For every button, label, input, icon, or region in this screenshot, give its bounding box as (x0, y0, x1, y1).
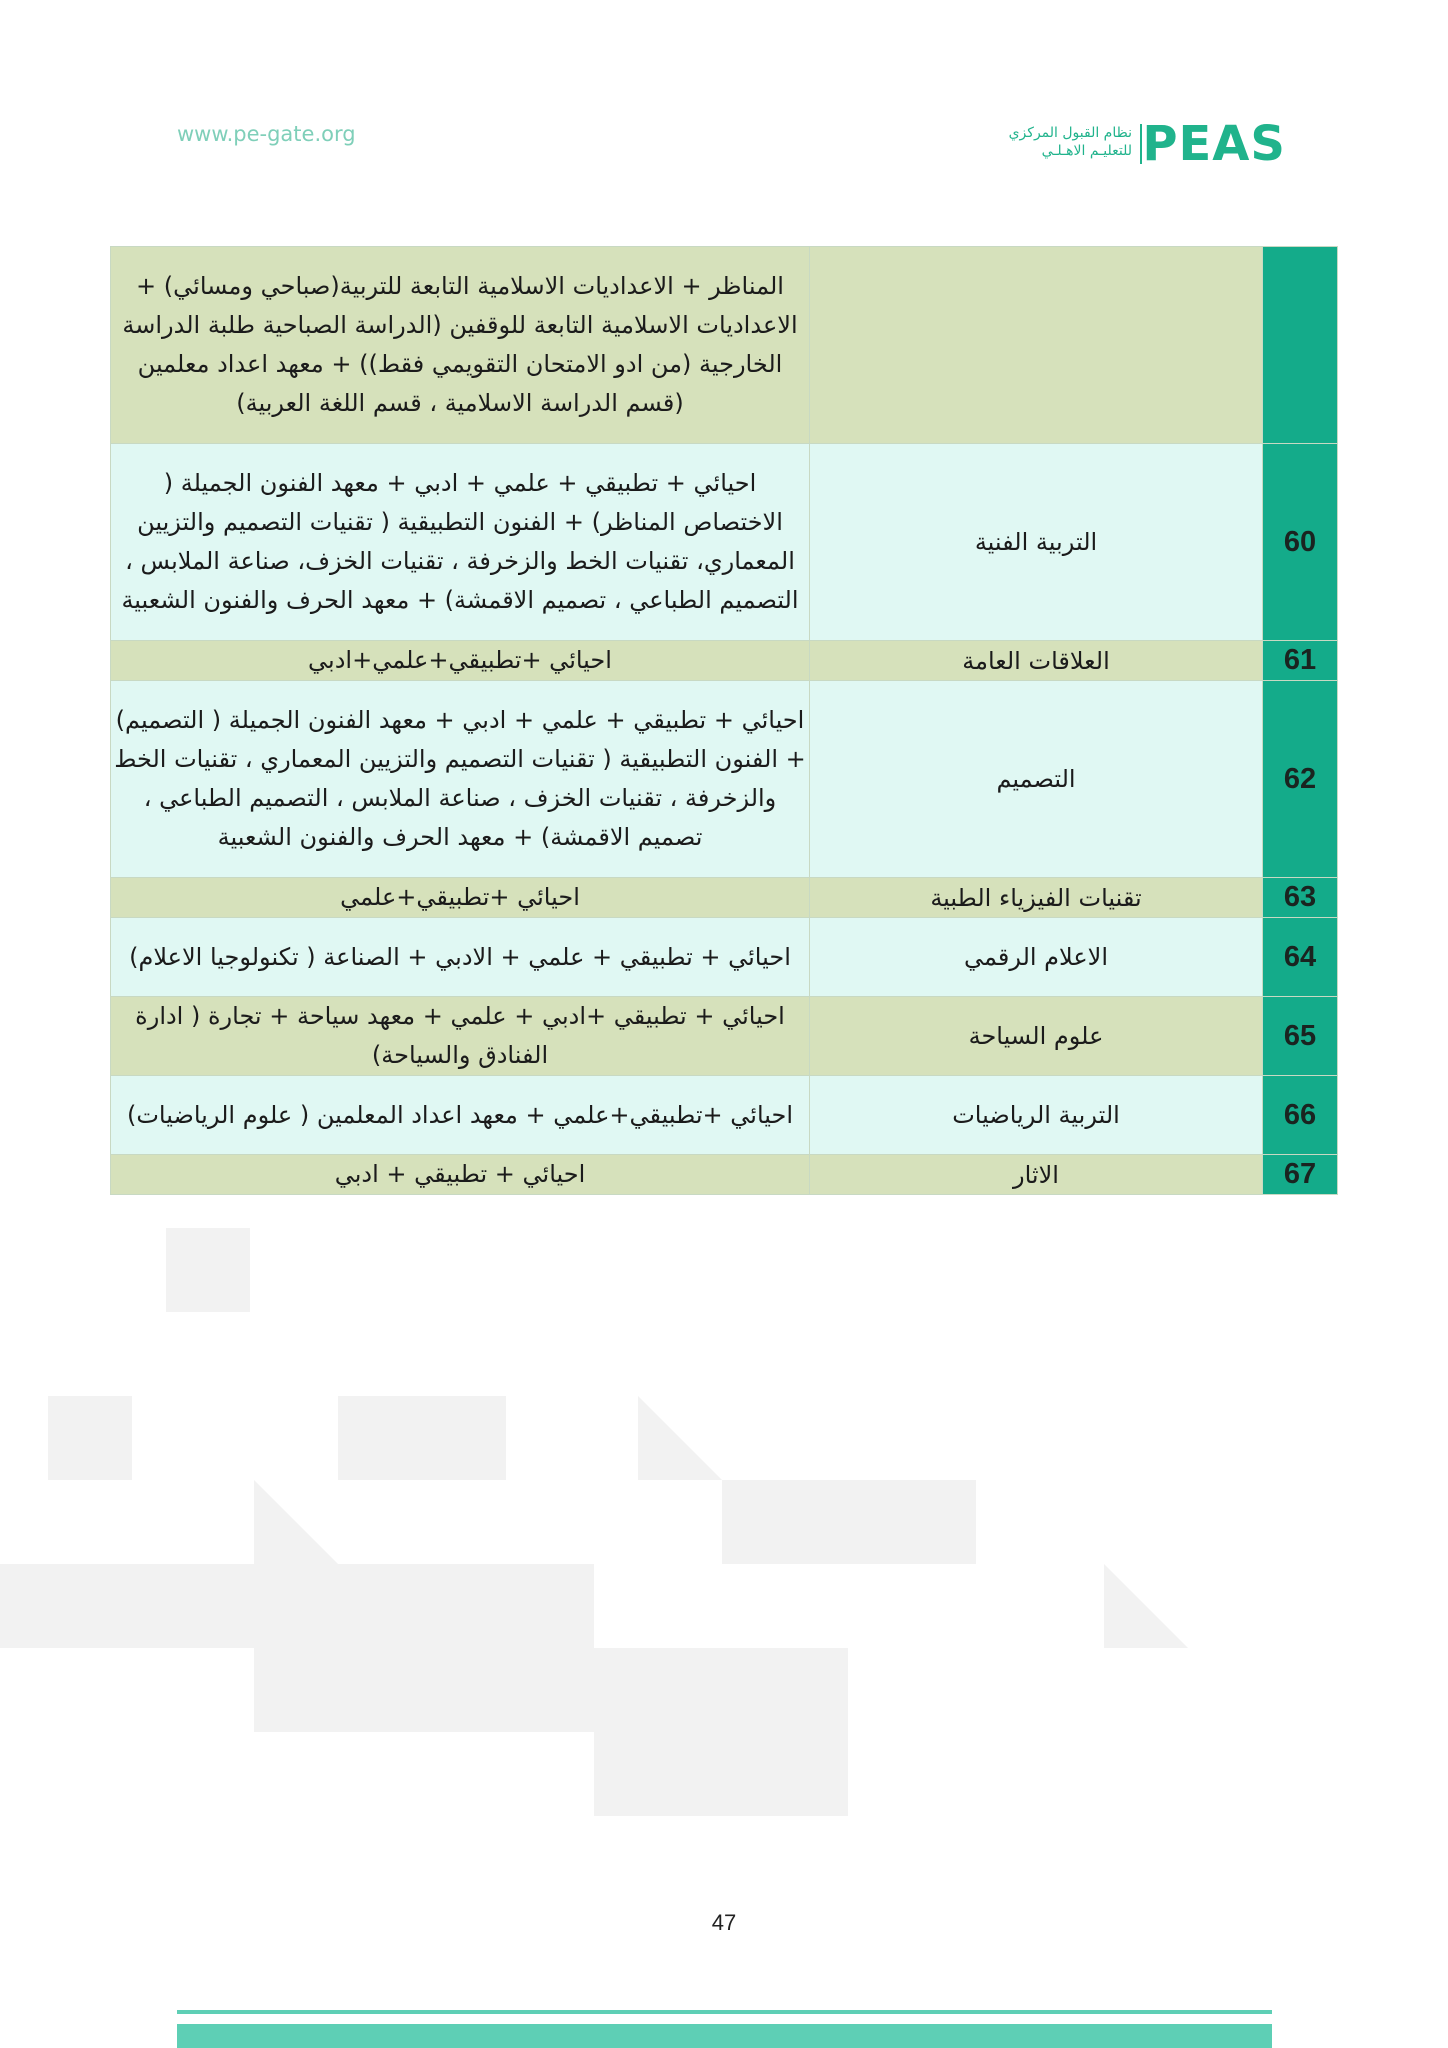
row-number: 65 (1263, 997, 1338, 1076)
table-row (111, 444, 1338, 641)
admission-requirements: احيائي +تطبيقي+علمي (111, 878, 810, 918)
department-name: التربية الفنية (810, 444, 1263, 641)
admission-requirements: احيائي + تطبيقي + ادبي (111, 1155, 810, 1195)
table-row (111, 997, 1338, 1076)
table-row (111, 1076, 1338, 1155)
row-number: 61 (1263, 641, 1338, 681)
peas-logo (986, 118, 1286, 170)
row-number: 64 (1263, 918, 1338, 997)
admission-requirements: المناظر + الاعداديات الاسلامية التابعة للتربية(صباحي ومسائي) + الاعداديات الاسلامية التابعة للوقفين (الدراسة الصباحية طلبة الدراسة الخارجية (من ادو الامتحان التقويمي فقط)) + معهد اعداد معلمين (قسم الدراسة الاسلامية ، قسم اللغة العربية) (111, 247, 810, 444)
page-number: 47 (711, 1910, 737, 1935)
table-row (111, 878, 1338, 918)
admission-requirements: احيائي +تطبيقي+علمي + معهد اعداد المعلمين ( علوم الرياضيات) (111, 1076, 810, 1155)
logo-arabic-text (986, 124, 1132, 160)
department-name: التصميم (810, 681, 1263, 878)
department-name: الاعلام الرقمي (810, 918, 1263, 997)
row-number: 62 (1263, 681, 1338, 878)
department-name: تقنيات الفيزياء الطبية (810, 878, 1263, 918)
table-row (111, 1155, 1338, 1195)
logo-arabic-line2: للتعليـم الاهـلـي (1041, 143, 1132, 159)
table-row (111, 918, 1338, 997)
admission-requirements: احيائي + تطبيقي + علمي + ادبي + معهد الفنون الجميلة ( التصميم) + الفنون التطبيقية ( تقنيات التصميم والتزيين المعماري ، تقنيات الخط والزخرفة ، تقنيات الخزف ، صناعة الملابس ، التصميم الطباعي ، تصميم الاقمشة) + معهد الحرف والفنون الشعبية (111, 681, 810, 878)
department-name: علوم السياحة (810, 997, 1263, 1076)
row-number (1263, 247, 1338, 444)
page-header (0, 0, 1448, 200)
department-name: العلاقات العامة (810, 641, 1263, 681)
row-number: 63 (1263, 878, 1338, 918)
decorative-background-pattern (0, 1220, 1448, 1820)
table-row (111, 247, 1338, 444)
footer-bar (177, 2024, 1272, 2048)
specialties-table (110, 246, 1338, 1195)
department-name: التربية الرياضيات (810, 1076, 1263, 1155)
logo-wordmark: PEAS (1142, 116, 1286, 172)
table-row (111, 681, 1338, 878)
admission-requirements: احيائي + تطبيقي +ادبي + علمي + معهد سياحة + تجارة ( ادارة الفنادق والسياحة) (111, 997, 810, 1076)
department-name: الاثار (810, 1155, 1263, 1195)
row-number: 66 (1263, 1076, 1338, 1155)
row-number: 60 (1263, 444, 1338, 641)
admission-requirements: احيائي + تطبيقي + علمي + الادبي + الصناعة ( تكنولوجيا الاعلام) (111, 918, 810, 997)
site-url[interactable]: www.pe-gate.org (177, 122, 356, 146)
admission-requirements: احيائي + تطبيقي + علمي + ادبي + معهد الفنون الجميلة ( الاختصاص المناظر) + الفنون التطبيقية ( تقنيات التصميم والتزيين المعماري، تقنيات الخط والزخرفة ، تقنيات الخزف، صناعة الملابس ، التصميم الطباعي ، تصميم الاقمشة) + معهد الحرف والفنون الشعبية (111, 444, 810, 641)
logo-arabic-line1: نظام القبول المركزي (1008, 125, 1132, 141)
department-name (810, 247, 1263, 444)
footer-rule (177, 2010, 1272, 2014)
table-row (111, 641, 1338, 681)
row-number: 67 (1263, 1155, 1338, 1195)
admission-requirements: احيائي +تطبيقي+علمي+ادبي (111, 641, 810, 681)
